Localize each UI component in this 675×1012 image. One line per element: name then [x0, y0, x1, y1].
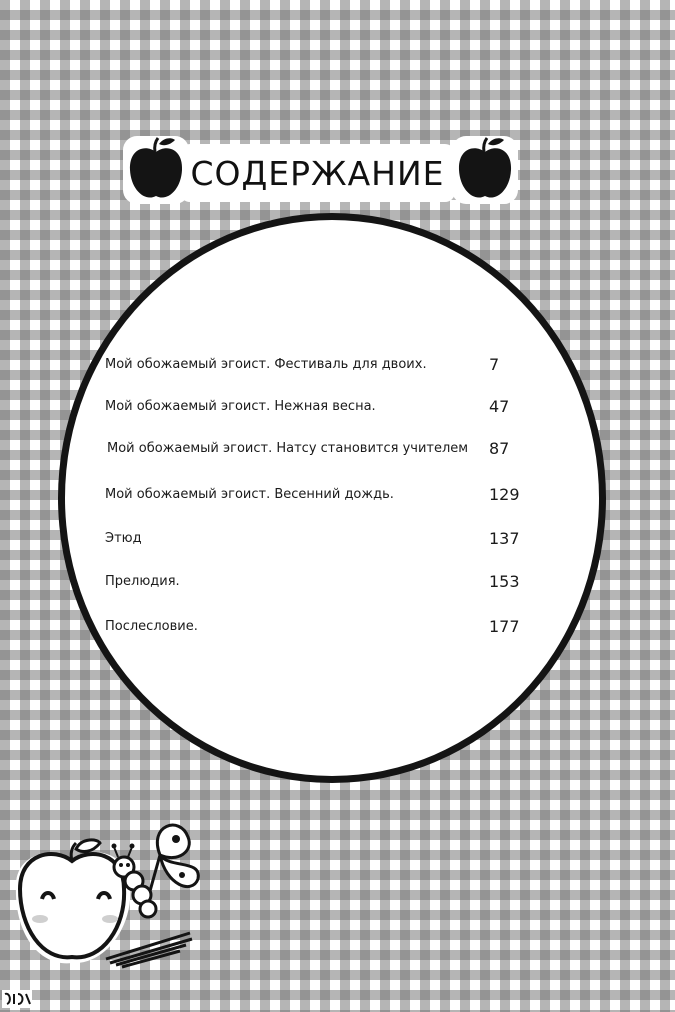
toc-entry-page: 177 [489, 617, 520, 636]
toc-entry[interactable] [105, 397, 521, 421]
toc-entry-title: Послесловие. [105, 619, 198, 634]
toc-entry-page: 129 [489, 485, 520, 504]
page-title: СОДЕРЖАНИЕ [190, 153, 445, 193]
toc-entry[interactable] [105, 439, 521, 463]
toc-entry-title: Мой обожаемый эгоист. Нежная весна. [105, 399, 376, 414]
apple-icon [121, 130, 191, 208]
toc-entry-page: 47 [489, 397, 510, 416]
toc-entry[interactable] [105, 617, 521, 641]
toc-entry-title: Мой обожаемый эгоист. Натсу становится учителем [107, 441, 469, 456]
toc-entry[interactable] [105, 572, 521, 596]
toc-entry[interactable] [105, 355, 521, 379]
apple-mascot-illustration [10, 815, 220, 975]
toc-entry-title: Прелюдия. [105, 574, 180, 589]
toc-entry-title: Мой обожаемый эгоист. Весенний дождь. [105, 487, 394, 502]
title-banner [180, 144, 455, 202]
toc-entry[interactable] [105, 529, 521, 553]
toc-entry-page: 87 [489, 439, 510, 458]
toc-entry-title: Мой обожаемый эгоист. Фестиваль для двоих. [105, 357, 427, 372]
toc-entry-page: 137 [489, 529, 520, 548]
corner-logo-mark [2, 990, 32, 1008]
toc-entry-page: 153 [489, 572, 520, 591]
toc-entry[interactable] [105, 485, 521, 509]
toc-entry-page: 7 [489, 355, 500, 374]
apple-icon [450, 130, 520, 208]
toc-entry-title: Этюд [105, 531, 142, 546]
